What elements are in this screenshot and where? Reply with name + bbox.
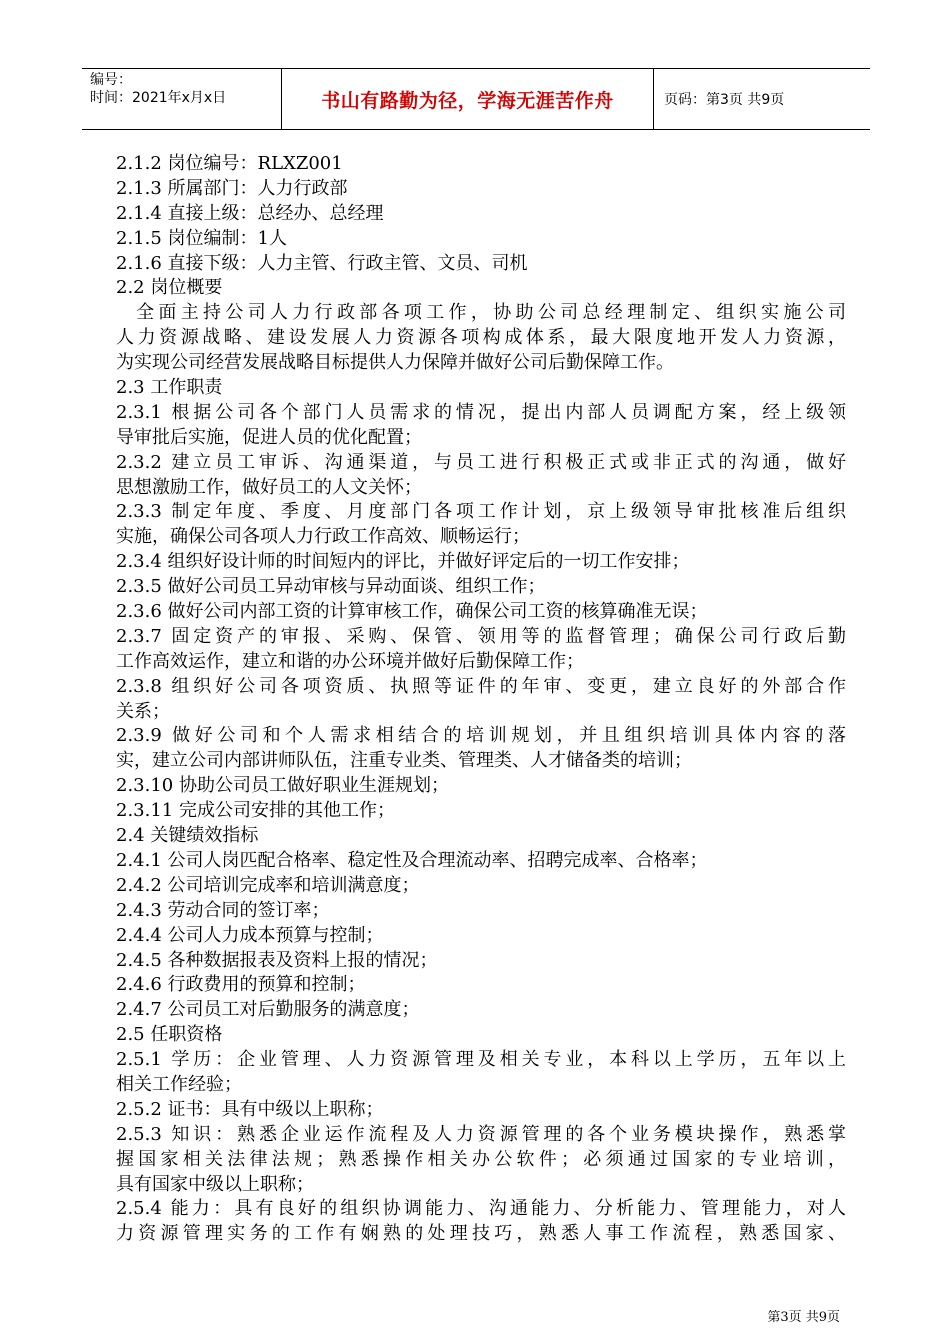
body-line: 人力资源战略、建设发展人力资源各项构成体系，最大限度地开发人力资源， bbox=[116, 327, 846, 349]
header-motto-cell bbox=[282, 69, 654, 129]
body-line: 工作高效运作，建立和谐的办公环境并做好后勤保障工作； bbox=[116, 650, 584, 672]
body-line: 2.3.5 做好公司员工异动审核与异动面谈、组织工作； bbox=[116, 576, 546, 598]
body-line: 2.3.4 组织好设计师的时间短内的评比，并做好评定后的一切工作安排； bbox=[116, 551, 690, 573]
page-footer: 第3页 共9页 bbox=[767, 1310, 840, 1325]
body-line: 2.2 岗位概要 bbox=[116, 277, 223, 299]
body-line: 2.5 任职资格 bbox=[116, 1024, 223, 1046]
document-time-label: 时间：2021年x月x日 bbox=[90, 90, 227, 106]
body-line: 实，建立公司内部讲师队伍，注重专业类、管理类、人才储备类的培训； bbox=[116, 750, 692, 772]
body-line: 为实现公司经营发展战略目标提供人力保障并做好公司后勤保障工作。 bbox=[116, 352, 674, 374]
body-line: 关系； bbox=[116, 700, 170, 722]
header-page-number: 页码：第3页 共9页 bbox=[664, 92, 785, 108]
body-line: 全面主持公司人力行政部各项工作，协助公司总经理制定、组织实施公司 bbox=[116, 302, 846, 324]
body-line: 2.3.3 制定年度、季度、月度部门各项工作计划，京上级领导审批核准后组织 bbox=[116, 501, 846, 523]
body-line: 2.3 工作职责 bbox=[116, 377, 223, 399]
body-line: 2.4.6 行政费用的预算和控制； bbox=[116, 974, 366, 996]
body-line: 2.4.1 公司人岗匹配合格率、稳定性及合理流动率、招聘完成率、合格率； bbox=[116, 849, 708, 871]
body-line: 实施，确保公司各项人力行政工作高效、顺畅运行； bbox=[116, 526, 530, 548]
body-line: 2.1.6 直接下级：人力主管、行政主管、文员、司机 bbox=[116, 252, 528, 274]
body-line: 相关工作经验； bbox=[116, 1073, 242, 1095]
body-line: 2.5.4 能力：具有良好的组织协调能力、沟通能力、分析能力、管理能力，对人 bbox=[116, 1198, 846, 1220]
body-line: 握国家相关法律法规；熟悉操作相关办公软件；必须通过国家的专业培训， bbox=[116, 1148, 846, 1170]
body-line: 2.4.3 劳动合同的签订率； bbox=[116, 899, 330, 921]
body-line: 2.4.2 公司培训完成率和培训满意度； bbox=[116, 874, 420, 896]
body-line: 2.3.6 做好公司内部工资的计算审核工作，确保公司工资的核算确准无误； bbox=[116, 601, 708, 623]
body-line: 2.5.2 证书：具有中级以上职称； bbox=[116, 1098, 384, 1120]
body-line: 具有国家中级以上职称； bbox=[116, 1173, 314, 1195]
body-line: 2.4.5 各种数据报表及资料上报的情况； bbox=[116, 949, 438, 971]
header-motto: 书山有路勤为径，学海无涯苦作舟 bbox=[321, 89, 614, 112]
body-line: 2.3.9 做好公司和个人需求相结合的培训规划，并且组织培训具体内容的落 bbox=[116, 725, 846, 747]
document-number-label: 编号： bbox=[90, 72, 132, 88]
body-line: 2.1.5 岗位编制：1人 bbox=[116, 227, 287, 249]
body-line: 2.3.10 协助公司员工做好职业生涯规划； bbox=[116, 775, 449, 797]
body-line: 2.3.2 建立员工审诉、沟通渠道，与员工进行积极正式或非正式的沟通，做好 bbox=[116, 451, 846, 473]
header-meta-cell bbox=[82, 69, 282, 129]
body-line: 2.3.7 固定资产的审报、采购、保管、领用等的监督管理；确保公司行政后勤 bbox=[116, 625, 846, 647]
body-line: 导审批后实施，促进人员的优化配置； bbox=[116, 426, 422, 448]
header-page-cell bbox=[654, 69, 870, 129]
body-line: 2.3.11 完成公司安排的其他工作； bbox=[116, 800, 395, 822]
page-header bbox=[82, 68, 870, 130]
body-line: 2.4.7 公司员工对后勤服务的满意度； bbox=[116, 999, 420, 1021]
body-line: 2.4 关键绩效指标 bbox=[116, 825, 259, 847]
body-line: 力资源管理实务的工作有娴熟的处理技巧，熟悉人事工作流程，熟悉国家、 bbox=[116, 1223, 846, 1245]
body-line: 2.1.3 所属部门：人力行政部 bbox=[116, 177, 348, 199]
document-body bbox=[116, 152, 846, 1247]
body-line: 2.5.3 知识：熟悉企业运作流程及人力资源管理的各个业务模块操作，熟悉掌 bbox=[116, 1123, 846, 1145]
body-line: 2.3.8 组织好公司各项资质、执照等证件的年审、变更，建立良好的外部合作 bbox=[116, 675, 846, 697]
body-line: 2.5.1 学历：企业管理、人力资源管理及相关专业，本科以上学历，五年以上 bbox=[116, 1049, 846, 1071]
body-line: 2.1.4 直接上级：总经办、总经理 bbox=[116, 202, 384, 224]
body-line: 2.3.1 根据公司各个部门人员需求的情况，提出内部人员调配方案，经上级领 bbox=[116, 401, 846, 423]
body-line: 2.1.2 岗位编号：RLXZ001 bbox=[116, 153, 343, 174]
body-line: 2.4.4 公司人力成本预算与控制； bbox=[116, 924, 384, 946]
body-line: 思想激励工作，做好员工的人文关怀； bbox=[116, 476, 422, 498]
